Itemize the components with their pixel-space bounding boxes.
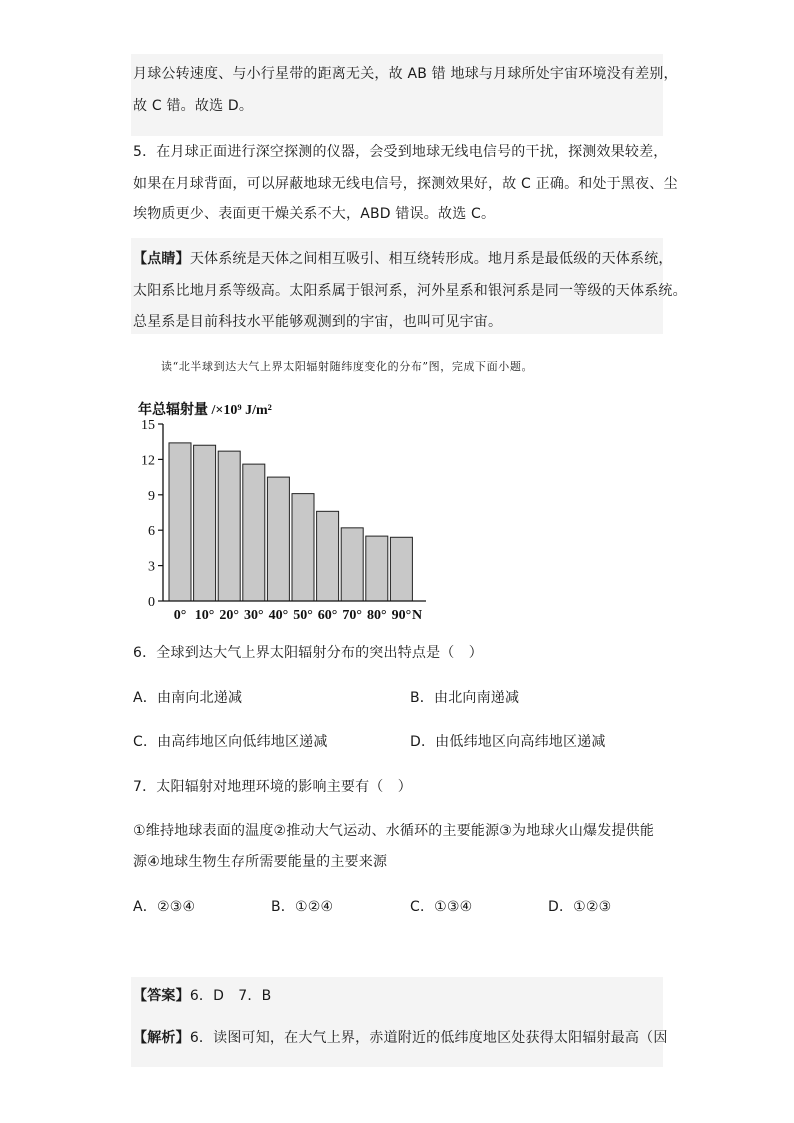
x-tick-label: 70°	[342, 608, 363, 622]
q7-option-c[interactable]: C．①③④	[410, 899, 473, 915]
q6-option-c[interactable]: C．由高纬地区向低纬地区递减	[133, 734, 328, 750]
q7-option-d[interactable]: D．①②③	[548, 899, 612, 915]
y-tick-label: 15	[141, 418, 155, 433]
q5-explanation-line-2: 如果在月球背面，可以屏蔽地球无线电信号，探测效果好，故 C 正确。和处于黑夜、尘	[133, 176, 678, 192]
q6-option-d[interactable]: D．由低纬地区向高纬地区递减	[410, 734, 606, 750]
q6-stem: 6．全球到达大气上界太阳辐射分布的突出特点是（ ）	[133, 645, 483, 661]
x-tick-label: 80°	[366, 608, 387, 622]
x-tick-label: 0°	[173, 608, 187, 622]
answer-label: 【答案】	[133, 988, 190, 1004]
q5-explanation-line-1: 5．在月球正面进行深空探测的仪器，会受到地球无线电信号的干扰，探测效果较差，	[133, 144, 668, 160]
prev-answer-line-2: 故 C 错。故选 D。	[133, 98, 254, 114]
y-tick-label: 6	[148, 524, 155, 540]
radiation-bar-chart	[120, 392, 450, 622]
analysis-text: 6．读图可知，在大气上界，赤道附近的低纬度地区处获得太阳辐射最高（因	[189, 1030, 668, 1046]
q7-stem: 7．太阳辐射对地理环境的影响主要有（ ）	[133, 779, 412, 795]
y-tick-label: 12	[141, 453, 155, 469]
bar-90deg	[390, 537, 412, 601]
answer-text: 6．D 7．B	[189, 988, 272, 1004]
q7-statements-line-2: 源④地球生物生存所需要能量的主要来源	[133, 854, 388, 870]
q7-option-b[interactable]: B．①②④	[271, 899, 334, 915]
x-tick-label: 30°	[243, 608, 264, 622]
tip-label: 【点睛】	[133, 251, 190, 267]
x-axis-unit: N	[412, 608, 423, 622]
tip-line-2: 太阳系比地月系等级高。太阳系属于银河系，河外星系和银河系是同一等级的天体系统。	[133, 283, 687, 299]
y-tick-label: 3	[148, 559, 155, 575]
analysis-line	[133, 1028, 668, 1048]
answer-line	[133, 986, 271, 1006]
q6-option-a[interactable]: A．由南向北递减	[133, 690, 243, 706]
bar-10deg	[194, 445, 216, 601]
chart-instruction: 读“北半球到达大气上界太阳辐射随纬度变化的分布”图，完成下面小题。	[161, 360, 534, 373]
y-axis-title: 年总辐射量 /×10⁹ J/m²	[138, 403, 272, 418]
bar-70deg	[341, 528, 363, 601]
q6-option-b[interactable]: B．由北向南递减	[410, 690, 520, 706]
prev-answer-line-1: 月球公转速度、与小行星带的距离无关，故 AB 错 地球与月球所处宇宙环境没有差别，	[133, 66, 678, 82]
bar-40deg	[267, 477, 289, 601]
q5-explanation-line-3: 埃物质更少、表面更干燥关系不大，ABD 错误。故选 C。	[133, 206, 496, 222]
bar-20deg	[218, 451, 240, 601]
y-tick-label: 9	[148, 488, 155, 504]
x-tick-label: 20°	[219, 608, 240, 622]
bar-80deg	[366, 536, 388, 601]
x-tick-label: 40°	[268, 608, 289, 622]
tip-line-3: 总星系是目前科技水平能够观测到的宇宙，也叫可见宇宙。	[133, 314, 503, 330]
analysis-label: 【解析】	[133, 1030, 190, 1046]
tip-line-1	[133, 249, 673, 269]
x-tick-label: 50°	[293, 608, 313, 622]
x-tick-label: 90°	[391, 608, 412, 622]
x-tick-label: 10°	[194, 608, 215, 622]
q7-option-a[interactable]: A．②③④	[133, 899, 196, 915]
q7-statements-line-1: ①维持地球表面的温度②推动大气运动、水循环的主要能源③为地球火山爆发提供能	[133, 823, 655, 839]
bar-30deg	[243, 464, 265, 601]
tip-line-1-text: 天体系统是天体之间相互吸引、相互绕转形成。地月系是最低级的天体系统，	[189, 251, 673, 267]
bar-0deg	[169, 443, 191, 601]
y-tick-label: 0	[148, 595, 155, 610]
bar-60deg	[317, 511, 339, 601]
bar-50deg	[292, 494, 314, 601]
x-tick-label: 60°	[317, 608, 338, 622]
